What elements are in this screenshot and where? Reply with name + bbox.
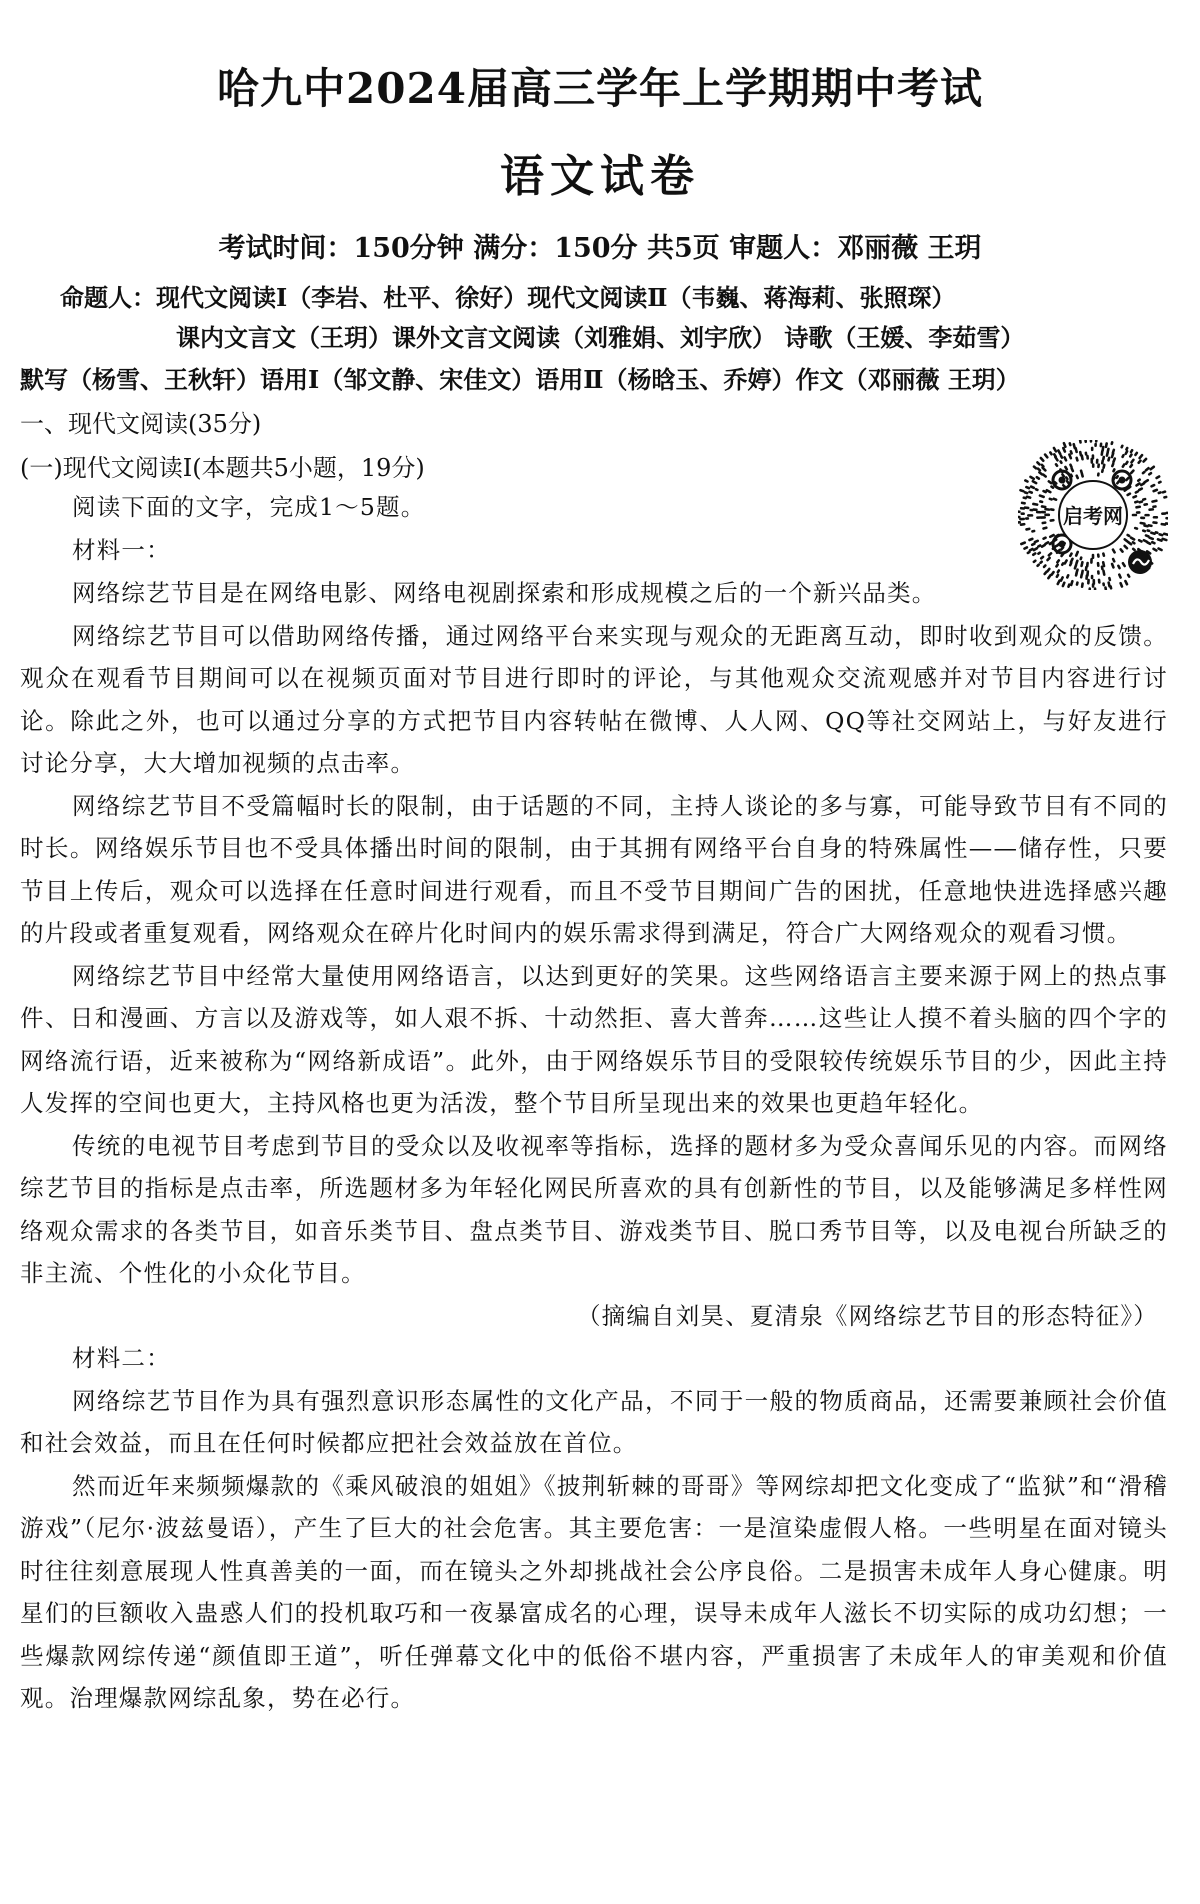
material-1-paragraph: 网络综艺节目不受篇幅时长的限制，由于话题的不同，主持人谈论的多与寡，可能导致节目有不同的时长。网络娱乐节目也不受具体播出时间的限制，由于其拥有网络平台自身的特殊属性——储存性，只要节目上传后，观众可以选择在任意时间进行观看，而且不受节目期间广告的困扰，任意地快进选择感兴趣的片段或者重复观看，网络观众在碎片化时间内的娱乐需求得到满足，符合广大网络观众的观看习惯。 <box>20 791 1168 947</box>
material-1-paragraph: 网络综艺节目是在网络电影、网络电视剧探索和形成规模之后的一个新兴品类。 <box>72 579 937 607</box>
exam-title: 哈九中2024届高三学年上学期期中考试 <box>217 64 983 113</box>
authors-line-3: 默写（杨雪、王秋轩）语用Ⅰ（邹文静、宋佳文）语用Ⅱ（杨晗玉、乔婷）作文（邓丽薇 王玥） <box>20 365 1020 394</box>
qr-code <box>1018 440 1168 590</box>
reading-instruction: 阅读下面的文字，完成1～5题。 <box>72 493 426 521</box>
material-1-paragraph: 网络综艺节目中经常大量使用网络语言，以达到更好的笑果。这些网络语言主要来源于网上的热点事件、日和漫画、方言以及游戏等，如人艰不拆、十动然拒、喜大普奔……这些让人摸不着头脑的四个字的网络流行语，近来被称为“网络新成语”。此外，由于网络娱乐节目的受限较传统娱乐节目的少，因此主持人发挥的空间也更大，主持风格也更为活泼，整个节目所呈现出来的效果也更趋年轻化。 <box>20 961 1168 1117</box>
material-1-source: （摘编自刘昊、夏清泉《网络综艺节目的形态特征》） <box>576 1301 1158 1330</box>
qr-code-graphic <box>1018 440 1168 590</box>
material-2-paragraph: 网络综艺节目作为具有强烈意识形态属性的文化产品，不同于一般的物质商品，还需要兼顾社会价值和社会效益，而且在任何时候都应把社会效益放在首位。 <box>20 1386 1168 1457</box>
qr-center-text: 启考网 <box>1063 504 1123 528</box>
subsection-heading: (一)现代文阅读Ⅰ(本题共5小题，19分) <box>20 454 425 482</box>
article-body <box>20 572 1168 1720</box>
exam-info: 考试时间：150分钟 满分：150分 共5页 审题人：邓丽薇 王玥 <box>218 233 982 264</box>
material-1-paragraph: 传统的电视节目考虑到节目的受众以及收视率等指标，选择的题材多为受众喜闻乐见的内容。而网络综艺节目的指标是点击率，所选题材多为年轻化网民所喜欢的具有创新性的节目，以及能够满足多样性网络观众需求的各类节目，如音乐类节目、盘点类节目、游戏类节目、脱口秀节目等，以及电视台所缺乏的非主流、个性化的小众化节目。 <box>20 1131 1168 1287</box>
reading-instruction-block <box>20 486 1010 571</box>
section-heading: 一、现代文阅读(35分) <box>20 410 262 438</box>
wechat-miniprogram-icon <box>1128 550 1152 574</box>
authors-line-2: 课内文言文（王玥）课外文言文阅读（刘雅娟、刘宇欣） 诗歌（王媛、李茹雪） <box>176 323 1025 352</box>
exam-subtitle: 语文试卷 <box>500 151 700 202</box>
material-1-paragraph: 网络综艺节目可以借助网络传播，通过网络平台来实现与观众的无距离互动，即时收到观众的反馈。观众在观看节目期间可以在视频页面对节目进行即时的评论，与其他观众交流观感并对节目内容进行讨论。除此之外，也可以通过分享的方式把节目内容转帖在微博、人人网、QQ等社交网站上，与好友进行讨论分享，大大增加视频的点击率。 <box>20 621 1168 777</box>
material-1-label: 材料一： <box>72 535 171 564</box>
material-2-paragraph: 然而近年来频频爆款的《乘风破浪的姐姐》《披荆斩棘的哥哥》等网综却把文化变成了“监狱”和“滑稽游戏”（尼尔·波兹曼语），产生了巨大的社会危害。其主要危害：一是渲染虚假人格。一些明星在面对镜头时往往刻意展现人性真善美的一面，而在镜头之外却挑战社会公序良俗。二是损害未成年人身心健康。明星们的巨额收入蛊惑人们的投机取巧和一夜暴富成名的心理，误导未成年人滋长不切实际的成功幻想；一些爆款网综传递“颜值即王道”，听任弹幕文化中的低俗不堪内容，严重损害了未成年人的审美观和价值观。治理爆款网综乱象，势在必行。 <box>20 1471 1168 1712</box>
authors-line-1: 命题人：现代文阅读Ⅰ（李岩、杜平、徐好）现代文阅读Ⅱ（韦巍、蒋海莉、张照琛） <box>60 283 956 312</box>
material-2-label: 材料二： <box>72 1344 171 1372</box>
